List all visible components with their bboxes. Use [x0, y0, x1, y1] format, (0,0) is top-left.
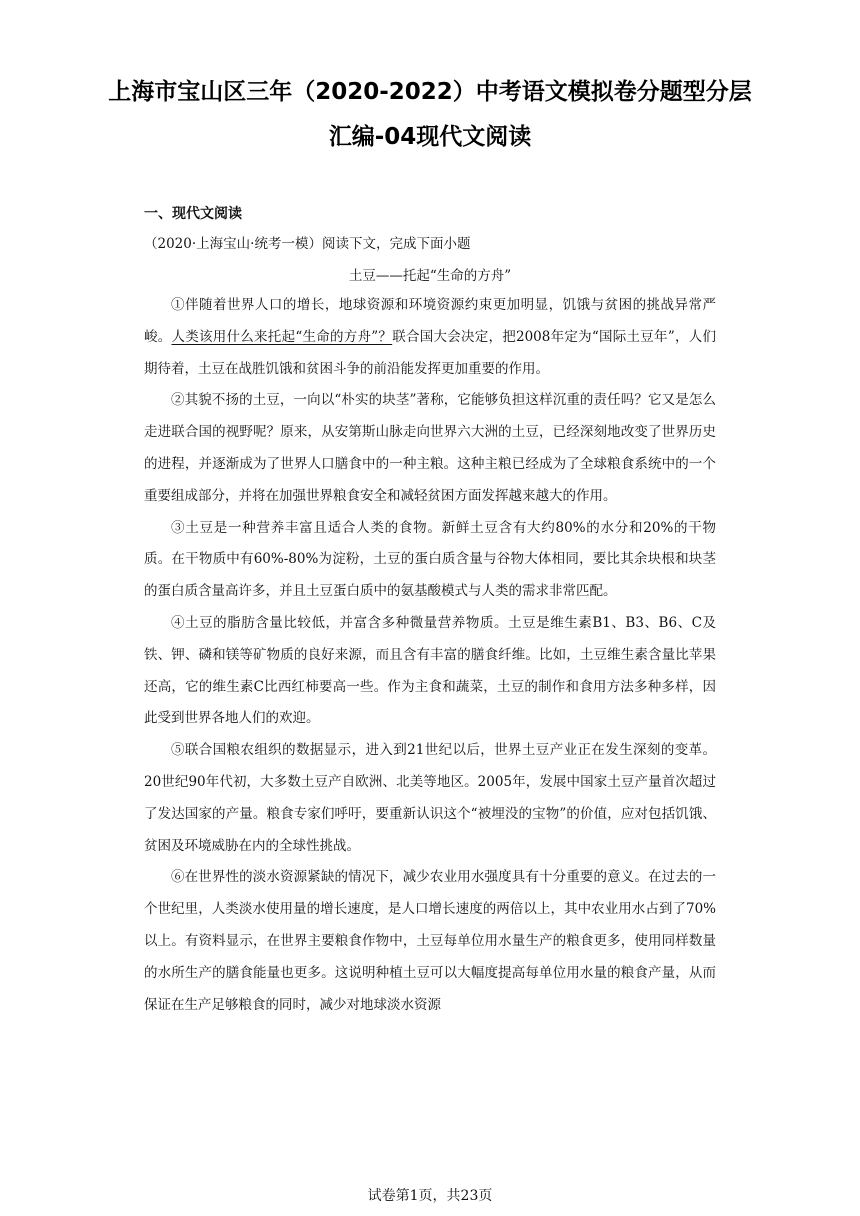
paragraph-1	[144, 290, 716, 385]
question-source: （2020·上海宝山·统考一模）阅读下文，完成下面小题	[144, 236, 471, 252]
paragraph-3: ③土豆是一种营养丰富且适合人类的食物。新鲜土豆含有大约80%的水分和20%的干物质。在干物质中有60%-80%为淀粉，土豆的蛋白质含量与谷物大体相同，要比其余块根和块茎的蛋白质含量高许多，并且土豆蛋白质中的氨基酸模式与人类的需求非常匹配。	[144, 519, 716, 600]
paragraph-1-text-b: 联合国大会决定，把2008年定为“国际土豆年”，人们期待着，土豆在战胜饥饿和贫困斗争的前沿能发挥更加重要的作用。	[144, 328, 716, 377]
page-footer: 试卷第1页，共23页	[367, 1188, 493, 1204]
paragraph-4: ④土豆的脂肪含量比较低，并富含多种微量营养物质。土豆是维生素B1、B3、B6、C及铁、钾、磷和镁等矿物质的良好来源，而且含有丰富的膳食纤维。比如，土豆维生素含量比苹果还高，它的维生素C比西红柿要高一些。作为主食和蔬菜，土豆的制作和食用方法多种多样，因此受到世界各地人们的欢迎。	[144, 614, 716, 727]
paragraph-1-text-a: ①伴随着世界人口的增长，地球资源和环境资源约束更加明显，饥饿与贫困的挑战异常严峻。	[144, 297, 716, 345]
document-title-line-1: 上海市宝山区三年（2020-2022）中考语文模拟卷分题型分层	[108, 79, 752, 105]
passage-title: 土豆——托起“生命的方舟”	[348, 268, 512, 284]
section-heading: 一、现代文阅读	[144, 206, 242, 222]
paragraph-5: ⑤联合国粮农组织的数据显示，进入到21世纪以后，世界土豆产业正在发生深刻的变革。20世纪90年代初，大多数土豆产自欧洲、北美等地区。2005年，发展中国家土豆产量首次超过了发达国家的产量。粮食专家们呼吁，要重新认识这个“被埋没的宝物”的价值，应对包括饥饿、贫困及环境威胁在内的全球性挑战。	[144, 742, 716, 854]
paragraph-6: ⑥在世界性的淡水资源紧缺的情况下，减少农业用水强度具有十分重要的意义。在过去的一个世纪里，人类淡水使用量的增长速度，是人口增长速度的两倍以上，其中农业用水占到了70%以上。有资料显示，在世界主要粮食作物中，土豆每单位用水量生产的粮食更多，使用同样数量的水所生产的膳食能量也更多。这说明种植土豆可以大幅度提高每单位用水量的粮食产量，从而保证在生产足够粮食的同时，减少对地球淡水资源	[144, 869, 716, 1013]
underlined-question: 人类该用什么来托起“生命的方舟”？	[171, 328, 393, 345]
document-title-line-2: 汇编-04现代文阅读	[328, 124, 532, 150]
passage-body	[144, 290, 716, 1021]
paragraph-2: ②其貌不扬的土豆，一向以“朴实的块茎”著称，它能够负担这样沉重的责任吗？它又是怎么走进联合国的视野呢？原来，从安第斯山脉走向世界六大洲的土豆，已经深刻地改变了世界历史的进程，并逐渐成为了世界人口膳食中的一种主粮。这种主粮已经成为了全球粮食系统中的一个重要组成部分，并将在加强世界粮食安全和减轻贫困方面发挥越来越大的作用。	[144, 392, 716, 504]
